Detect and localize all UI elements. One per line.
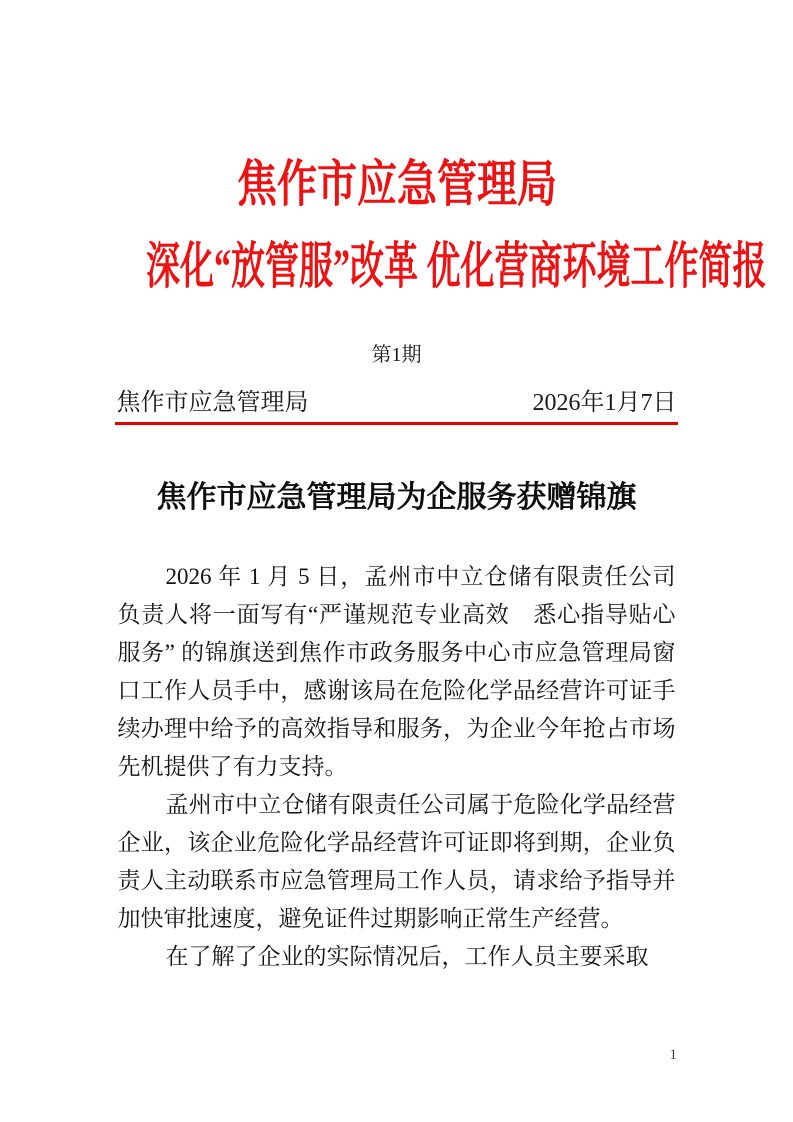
masthead [0, 0, 793, 294]
page-number: 1 [669, 1047, 677, 1063]
publish-date: 2026年1月7日 [532, 390, 677, 416]
masthead-org-title [0, 156, 793, 212]
masthead-org-title-text: 焦作市应急管理局 [236, 156, 557, 212]
article-paragraph: 在了解了企业的实际情况后，工作人员主要采取 [165, 944, 649, 969]
masthead-subtitle-text: 深化“放管服”改革 优化营商环境工作简报 [146, 238, 767, 294]
article-paragraph: 2026 年 1 月 5 日，孟州市中立仓储有限责任公司负责人将一面写有“严谨规范专业高效 悉心指导贴心服务” 的锦旗送到焦作市政务服务中心市应急管理局窗口工作人员手中，感谢该局在危险化学品经营许可证手续办理中给予的高效指导和服务，为企业今年抢占市场先机提供了有力支持。 [117, 564, 676, 779]
article-paragraph: 孟州市中立仓储有限责任公司属于危险化学品经营企业，该企业危险化学品经营许可证即将到期，企业负责人主动联系市应急管理局工作人员，请求给予指导并加快审批速度，避免证件过期影响正常生产经营。 [117, 792, 676, 931]
issue-number: 第1期 [371, 344, 422, 366]
publisher-name: 焦作市应急管理局 [116, 390, 309, 416]
article [118, 480, 676, 976]
publisher-row [117, 382, 677, 422]
masthead-subtitle [0, 238, 793, 294]
red-divider [115, 422, 678, 425]
article-title: 焦作市应急管理局为企服务获赠锦旗 [156, 481, 637, 514]
